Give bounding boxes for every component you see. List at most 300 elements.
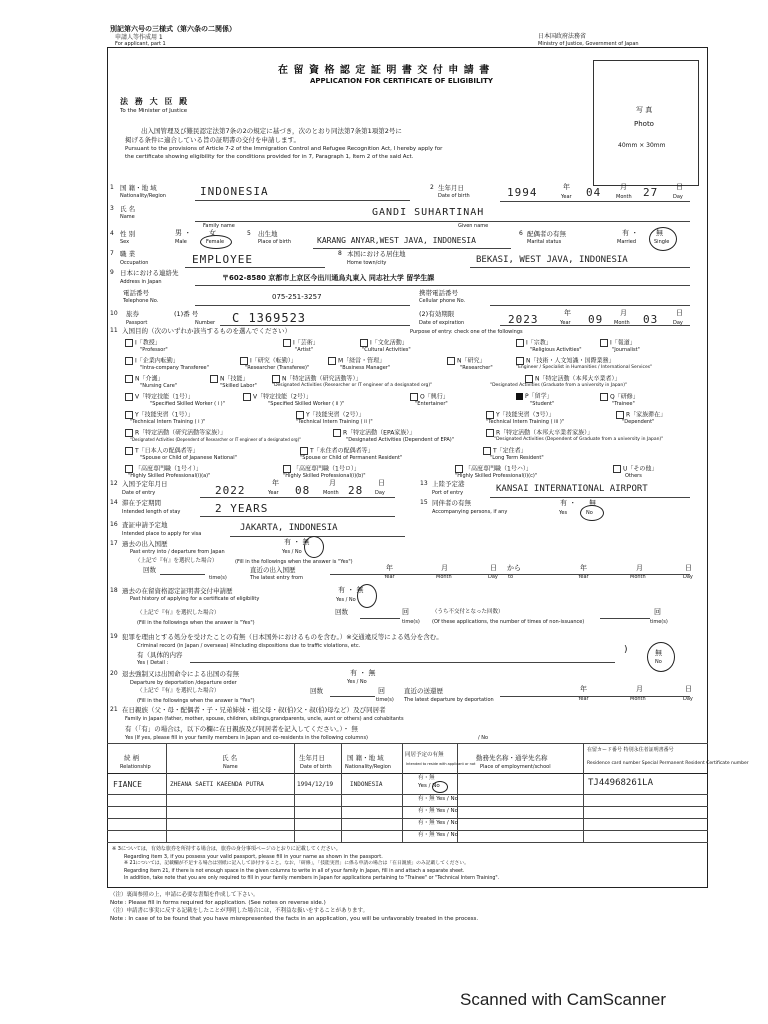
family-reside-cell[interactable]: Yes / No <box>418 783 440 789</box>
q20-sub-jp: （上記で『有』を選択した場合） <box>137 688 220 694</box>
col-reside-en: Intended to reside with applicant or not <box>406 762 476 766</box>
family-reside-cell[interactable]: 有・無 Yes / No <box>418 820 458 826</box>
coe-history-yesno-en: Yes / No <box>336 597 356 603</box>
q17-year2-en: Year <box>578 574 589 580</box>
q17-times-en: time(s) <box>209 575 227 581</box>
purpose-option[interactable]: Ⅰ「報道」 <box>600 339 636 347</box>
purpose-option-en: "Artist" <box>295 347 313 353</box>
q9-num: 9 <box>110 269 114 276</box>
purpose-option-en: "Highly Skilled Professional(i)(c)" <box>455 473 538 479</box>
q17-day2-en: Day <box>683 574 693 580</box>
sex-male-en: Male <box>175 239 187 245</box>
part-label-en: For applicant, part 1 <box>115 41 166 47</box>
purpose-option-en: "Highly Skilled Professional(i)(b)" <box>283 473 366 479</box>
footnote-en-3: In addition, take note that you are only required to fill in your family members in Japan for applications pertaining to "Trainee" or "Technical Intern Training". <box>124 876 500 881</box>
photo-box <box>593 60 699 186</box>
q18-times-en: time(s) <box>402 619 420 625</box>
purpose-option[interactable]: Ⅰ「教授」 <box>125 339 161 347</box>
col-relationship-jp: 続 柄 <box>124 754 140 762</box>
q2-num: 2 <box>430 184 434 191</box>
purpose-option[interactable]: R「家族滞在」 <box>616 411 666 419</box>
q2-day-en: Day <box>673 194 683 200</box>
deportation-yesno-en: Yes / No <box>347 679 367 685</box>
q5-label-jp: 出生地 <box>258 230 278 238</box>
note-1-jp: （注）裏面参照の上，申請に必要な書類を作成して下さい。 <box>110 892 259 898</box>
q5-num: 5 <box>247 230 251 237</box>
purpose-option-en: "Business Manager" <box>340 365 391 371</box>
q17-to-en: to <box>508 574 514 580</box>
col-name-en: Name <box>223 764 238 770</box>
passport-exp-year-field[interactable]: 2023 <box>508 313 539 326</box>
footnote-en-1: Regarding item 3, if you possess your valid passport, please fill in your name as shown in the passport. <box>124 854 383 860</box>
purpose-option[interactable]: T「定住者」 <box>483 447 527 455</box>
port-of-entry-field[interactable]: KANSAI INTERNATIONAL AIRPORT <box>496 484 648 494</box>
q11-label-en: Purpose of entry: check one of the followings <box>410 329 523 335</box>
col-card-jp: 在留カード番号 特別永住者証明書番号 <box>587 747 674 753</box>
q17-month-en: Month <box>436 574 452 580</box>
purpose-option-en: "Trainee" <box>612 401 635 407</box>
family-relation-cell[interactable]: FIANCE <box>113 780 142 789</box>
purpose-option[interactable]: T「永住者の配偶者等」 <box>300 447 374 455</box>
col-work-jp: 勤務先名称・通学先名称 <box>476 754 548 762</box>
q18-nonissue-jp: （うち不交付となった回数） <box>432 609 504 615</box>
entry-month-jp: 月 <box>329 479 336 487</box>
length-of-stay-field[interactable]: 2 YEARS <box>215 502 269 515</box>
purpose-option[interactable]: N「技術・人文知識・国際業務」 <box>516 357 615 365</box>
purpose-option[interactable]: N「技能」 <box>210 375 249 383</box>
exp-day-en: Day <box>673 320 683 326</box>
family-reside-cell[interactable]: 有・無 Yes / No <box>418 808 458 814</box>
q18-nonissue-unit: 回 <box>654 608 661 616</box>
col-relationship-en: Relationship <box>120 764 151 770</box>
q14-label-en: Intended length of stay <box>122 509 181 515</box>
family-reside-jp: 有・無 <box>418 775 435 781</box>
purpose-option-en: "Journalist" <box>612 347 640 353</box>
purpose-option[interactable]: Ⅰ「宗教」 <box>516 339 552 347</box>
q17-times-jp: 回数 <box>143 566 156 574</box>
q7-label-en: Occupation <box>120 260 149 266</box>
purpose-option[interactable]: R「特定活動（EPA家族）」 <box>333 429 415 437</box>
birth-day-field[interactable]: 27 <box>643 186 659 199</box>
q20-times-en: time(s) <box>376 697 394 703</box>
purpose-option[interactable]: V「特定技能（2号）」 <box>243 393 312 401</box>
entry-history-no-circle <box>304 536 324 558</box>
purpose-option-en: "Technical Intern Training ( iii )" <box>486 419 565 425</box>
single-selection-circle <box>649 227 677 251</box>
sex-male-option[interactable]: 男 ・ <box>175 229 192 237</box>
q17-month-jp: 月 <box>441 564 448 572</box>
purpose-option-en: "Skilled Labor" <box>220 383 257 389</box>
purpose-option[interactable]: Ⅰ「企業内転勤」 <box>125 357 179 365</box>
note-2-jp: （注）申請書に事実に反する記載をしたことが判明した場合には，不利益な扱いをすることがあります。 <box>110 908 369 914</box>
purpose-option[interactable]: R「特定活動（本邦大卒業者家族）」 <box>486 429 593 437</box>
q20-times-jp: 回数 <box>310 687 323 695</box>
govt-jp: 日本国政府法務省 <box>538 33 587 40</box>
hometown-field[interactable]: BEKASI, WEST JAVA, INDONESIA <box>476 255 628 265</box>
purpose-option[interactable]: Ⅰ「芸術」 <box>283 339 319 347</box>
q13-label-jp: 上陸予定港 <box>432 480 465 488</box>
family-name-label: Family name <box>203 223 235 229</box>
purpose-option-en: "Specified Skilled Worker ( ii )" <box>268 401 345 407</box>
purpose-option-en: "Designated Activities (Graduate from a university in Japan)" <box>490 383 628 388</box>
q20-label-jp: 退去強制又は出国命令による出国の有無 <box>122 670 239 678</box>
exp-month-jp: 月 <box>620 309 627 317</box>
birthplace-field[interactable]: KARANG ANYAR,WEST JAVA, INDONESIA <box>317 236 476 245</box>
q19-num: 19 <box>110 633 118 640</box>
passport-exp-day-field[interactable]: 03 <box>643 313 659 326</box>
purpose-option[interactable]: Y「技能実習（2号）」 <box>296 411 364 419</box>
companion-no-option[interactable]: 無 <box>589 499 596 507</box>
tel-label-jp: 電話番号 <box>123 289 149 297</box>
purpose-option[interactable]: V「特定技能（1号）」 <box>125 393 194 401</box>
purpose-option-en: "Entertainer" <box>415 401 448 407</box>
addressee-en: To the Minister of Justice <box>120 108 188 114</box>
q17-label-jp: 過去の出入国歴 <box>122 540 168 548</box>
col-card-en: Residence card number Special Permanent Resident Certificate number <box>587 761 749 766</box>
footnote-en-2: Regarding item 21, if there is not enough space in the given columns to write in all of your family in Japan, fill in and attach a separate sheet. <box>124 869 465 874</box>
telephone-field[interactable]: 075-251-3257 <box>272 293 322 301</box>
q21-note-jp: 有（「有」の場合は，以下の欄に在日親族及び同居者を記入してください。）・ 無 <box>125 725 358 733</box>
q8-num: 8 <box>338 250 342 257</box>
purpose-option-en: "Student" <box>530 401 555 407</box>
q17-sub-jp: （上記で『有』を選択した場合） <box>135 558 218 564</box>
q20-day-jp: 日 <box>685 685 692 693</box>
q18-num: 18 <box>110 587 118 594</box>
photo-label-en: Photo <box>634 120 654 128</box>
q3-label-en: Name <box>120 214 135 220</box>
q18-label-jp: 過去の在留資格認定証明書交付申請歴 <box>122 587 233 595</box>
q20-month-jp: 月 <box>636 685 643 693</box>
cell-label-en: Cellular phone No. <box>419 298 466 304</box>
q17-latest-jp: 直近の出入国歴 <box>250 566 296 574</box>
purpose-option-en: "Designated Activities (Dependent of Researcher or IT engineer of a designated org)" <box>130 437 301 442</box>
reside-no-circle <box>432 781 448 793</box>
q17-year-en: Year <box>384 574 395 580</box>
q17-day-jp: 日 <box>490 564 497 572</box>
q18-times-unit: 回 <box>402 608 409 616</box>
q20-day-en: Day <box>683 696 693 702</box>
entry-day-jp: 日 <box>378 479 385 487</box>
visa-place-field[interactable]: JAKARTA, INDONESIA <box>240 523 338 533</box>
part-label-jp: 申請人等作成用 1 <box>115 34 163 41</box>
q20-num: 20 <box>110 670 118 677</box>
q17-year-jp: 年 <box>386 564 393 572</box>
q19-yes-jp[interactable]: 有（具体的内容 <box>137 651 183 659</box>
q2-month-jp: 月 <box>620 183 627 191</box>
q5-label-en: Place of birth <box>258 239 292 245</box>
entry-day-field[interactable]: 28 <box>348 484 364 497</box>
companion-yes-option[interactable]: 有 ・ <box>560 499 577 507</box>
criminal-no-en: No <box>655 659 662 665</box>
q20-latest-jp: 直近の送還歴 <box>404 687 443 695</box>
form-number: 別記第六号の三様式（第六条の二関係） <box>110 25 236 33</box>
purpose-option[interactable]: Ⅰ「文化活動」 <box>360 339 408 347</box>
q1-num: 1 <box>110 184 114 191</box>
q17-sub-en: (Fill in the followings when the answer is "Yes") <box>235 559 353 565</box>
family-reside-cell[interactable]: 有・無 Yes / No <box>418 832 458 838</box>
q1-label-jp: 国 籍・地 域 <box>120 184 157 192</box>
q9-label-en: Address in Japan <box>120 279 162 285</box>
col-work-en: Place of employment/school <box>480 764 551 770</box>
birth-month-field[interactable]: 04 <box>586 186 602 199</box>
coe-history-yesno[interactable]: 有 ・ 無 <box>338 586 364 594</box>
camscanner-watermark: Scanned with CamScanner <box>460 990 667 1009</box>
q2-month-en: Month <box>616 194 632 200</box>
q2-day-jp: 日 <box>676 183 683 191</box>
name-field[interactable]: GANDI SUHARTINAH <box>372 207 485 218</box>
q20-label-en: Departure by deportation /departure order <box>130 680 237 686</box>
sex-female-en: Female <box>206 239 225 245</box>
govt-en: Ministry of Justice, Government of Japan <box>538 41 639 47</box>
q7-label-jp: 職 業 <box>120 250 136 258</box>
passport-exp-label-en: Date of expiration <box>419 320 465 326</box>
passport-no-label-en: Number <box>195 320 216 326</box>
q11-label-jp: 入国目的（次のいずれか該当するものを選んでください） <box>122 327 291 335</box>
purpose-option[interactable]: N「特定活動（本邦大卒業者）」 <box>525 375 621 383</box>
companion-no-en: No <box>586 510 593 516</box>
purpose-option-en: "Professor" <box>140 347 168 353</box>
purpose-option[interactable]: 「高度専門職（1号ロ）」 <box>283 465 360 473</box>
intro-jp-1: 出入国管理及び難民認定法第7条の2の規定に基づき，次のとおり同法第7条第1項第2号に <box>141 127 402 135</box>
companion-yes-en: Yes <box>559 510 568 516</box>
family-card-cell[interactable]: TJ44968261LA <box>588 778 654 788</box>
footnote-jp-1: ※ 3については，有効な旅券を所持する場合は，旅券の身分事項ページのとおりに記載してください。 <box>112 846 341 852</box>
passport-number-field[interactable]: C 1369523 <box>232 311 307 325</box>
purpose-option[interactable]: R「特定活動（研究活動等家族）」 <box>125 429 226 437</box>
q3-num: 3 <box>110 205 114 212</box>
family-name-cell[interactable]: ZHEANA SAETI KAEENDA PUTRA <box>170 781 264 788</box>
q17-month2-jp: 月 <box>636 564 643 572</box>
q16-num: 16 <box>110 521 118 528</box>
q20-year-en: Year <box>578 696 589 702</box>
q10-num: 10 <box>110 310 118 317</box>
q14-num: 14 <box>110 499 118 506</box>
single-option[interactable]: 無 <box>656 229 663 237</box>
purpose-option-en: "Dependent" <box>622 419 655 425</box>
q17-year2-jp: 年 <box>580 564 587 572</box>
purpose-option-en: Others <box>625 473 642 479</box>
q3-label-jp: 氏 名 <box>120 205 136 213</box>
passport-exp-month-field[interactable]: 09 <box>588 313 604 326</box>
purpose-option-en: "Technical Intern Training ( ii )" <box>296 419 373 425</box>
q21-num: 21 <box>110 706 118 713</box>
q21-label-en: Family in Japan (father, mother, spouse, children, siblings,grandparents, uncle, aunt or others) and cohabitants <box>125 716 404 722</box>
q15-label-en: Accompanying persons, if any <box>432 509 508 515</box>
q17-label-en: Past entry into / departure from Japan <box>130 549 225 555</box>
entry-month-en: Month <box>323 490 339 496</box>
exp-year-en: Year <box>560 320 571 326</box>
q18-sub-en: (Fill in the followings when the answer is "Yes") <box>137 620 255 626</box>
col-reside-jp: 同居予定の有無 <box>405 752 444 758</box>
q12-num: 12 <box>110 480 118 487</box>
purpose-option[interactable]: Y「技能実習（1号）」 <box>125 411 193 419</box>
q14-label-jp: 滞在予定期間 <box>122 499 161 507</box>
q6-label-jp: 配偶者の有無 <box>527 230 566 238</box>
q8-label-en: Home town/city <box>347 260 387 266</box>
q15-label-jp: 同伴者の有無 <box>432 499 471 507</box>
q17-day2-jp: 日 <box>685 564 692 572</box>
purpose-option[interactable]: M「経営・管理」 <box>328 357 385 365</box>
entry-month-field[interactable]: 08 <box>295 484 311 497</box>
criminal-no-option[interactable]: 無 <box>655 649 662 657</box>
q1-label-en: Nationality/Region <box>120 193 166 199</box>
q4-label-jp: 性 別 <box>120 230 136 238</box>
q18-nonissue-times-en: time(s) <box>650 619 668 625</box>
purpose-option[interactable]: O「興行」 <box>410 393 449 401</box>
q2-year-en: Year <box>561 194 572 200</box>
title-jp: 在 留 資 格 認 定 証 明 書 交 付 申 請 書 <box>278 65 491 76</box>
entry-year-en: Year <box>268 490 279 496</box>
sex-female-option[interactable]: 女 <box>209 229 216 237</box>
family-nationality-cell[interactable]: INDONESIA <box>350 781 383 788</box>
purpose-option[interactable]: N「研究」 <box>447 357 486 365</box>
q16-label-en: Intended place to apply for visa <box>122 531 202 537</box>
q20-sub-en: (Fill in the followings when the answer is "Yes") <box>137 698 255 704</box>
passport-no-label: (1)番 号 <box>174 310 199 318</box>
coe-history-no-circle <box>357 584 377 608</box>
q2-label-en: Date of birth <box>438 193 470 199</box>
photo-label-jp: 写 真 <box>636 106 653 114</box>
intro-en-1: Pursuant to the provisions of Article 7-2 of the Immigration Control and Refugee Recognition Act, I hereby apply for <box>125 146 443 152</box>
deportation-yesno[interactable]: 有 ・ 無 <box>350 669 376 677</box>
purpose-option-en: "Spouse or Child of Permanent Resident" <box>300 455 403 461</box>
purpose-option-en: "Specified Skilled Worker ( i )" <box>150 401 225 407</box>
purpose-option[interactable]: Y「技能実習（3号）」 <box>486 411 554 419</box>
q18-times-jp: 回数 <box>335 608 348 616</box>
exp-month-en: Month <box>614 320 630 326</box>
q18-nonissue-en: (Of these applications, the number of times of non-issuance) <box>432 619 585 625</box>
family-reside-cell[interactable]: 有・無 Yes / No <box>418 796 458 802</box>
purpose-option-en: "Researcher (Transferee)" <box>245 365 310 371</box>
married-option[interactable]: 有 ・ <box>622 229 639 237</box>
q17-to-jp: から <box>507 564 521 572</box>
female-selection-circle <box>200 235 232 249</box>
q20-times-unit: 回 <box>378 687 385 695</box>
family-dob-cell[interactable]: 1994/12/19 <box>297 781 334 788</box>
q20-year-jp: 年 <box>580 685 587 693</box>
entry-history-yesno[interactable]: 有 ・ 無 <box>284 538 310 546</box>
q17-num: 17 <box>110 540 118 547</box>
q21-no-en: / No <box>478 735 489 741</box>
col-name-jp: 氏 名 <box>222 754 238 762</box>
purpose-option-student-selected[interactable]: P「留学」 <box>516 393 553 400</box>
purpose-option[interactable]: N「特定活動（研究活動等）」 <box>272 375 362 383</box>
title-en: APPLICATION FOR CERTIFICATE OF ELIGIBILITY <box>310 77 493 85</box>
passport-exp-label: (2)有効期限 <box>419 310 455 318</box>
purpose-option[interactable]: 「高度専門職（1号ハ）」 <box>455 465 532 473</box>
q20-month-en: Month <box>630 696 646 702</box>
footnote-jp-2: ※ 21については，記載欄が不足する場合は別紙に記入して添付すること。なお，「研修」，「技能実習」に係る申請の場合は「在日親族」のみ記載してください。 <box>124 861 469 866</box>
exp-day-jp: 日 <box>676 309 683 317</box>
q18-label-en: Past history of applying for a certificate of eligibility <box>130 596 260 602</box>
purpose-option-en: "Designated Activities (Dependent of EPA)" <box>346 437 455 443</box>
married-en: Married <box>617 239 637 245</box>
purpose-option[interactable]: Ⅰ「研究（転勤）」 <box>240 357 297 365</box>
q18-sub-jp: （上記で『有』を選択した場合） <box>137 610 220 616</box>
purpose-option-en: "Spouse or Child of Japanese National" <box>140 455 237 461</box>
col-nationality-jp: 国 籍・地 域 <box>347 754 384 762</box>
entry-history-yesno-en: Yes / No <box>282 549 302 555</box>
criminal-no-circle <box>647 642 675 672</box>
purpose-option-en: "Technical Intern Training ( i )" <box>130 419 206 425</box>
q10-label-jp: 旅券 <box>126 310 139 318</box>
nationality-field[interactable]: INDONESIA <box>200 185 269 198</box>
q21-label-jp: 在日親族（父・母・配偶者・子・兄弟姉妹・祖父母・叔(伯)父・叔(伯)母など）及び同居者 <box>122 706 386 714</box>
purpose-option-en: "Designated Activities (Dependent of Graduate from a university in Japan)" <box>494 437 664 442</box>
given-name-label: Given name <box>458 223 489 229</box>
purpose-option-en: "Long Term Resident" <box>490 455 544 461</box>
q19-label-en: Criminal record (in Japan / overseas) ※Including dispositions due to traffic violations, etc. <box>137 643 361 649</box>
photo-size: 40mm × 30mm <box>618 142 666 149</box>
q4-num: 4 <box>110 230 114 237</box>
purpose-option[interactable]: N「介護」 <box>125 375 164 383</box>
birth-year-field[interactable]: 1994 <box>507 186 538 199</box>
purpose-option[interactable]: U「その他」 <box>613 465 657 473</box>
q4-label-en: Sex <box>120 239 130 245</box>
q11-num: 11 <box>110 327 118 334</box>
note-2-en: Note : In case of to be found that you have misrepresented the facts in an application, you will be unfavorably treated in the process. <box>110 916 479 922</box>
purpose-option-en: "Nursing Care" <box>140 383 178 389</box>
q2-label-jp: 生年月日 <box>438 184 464 192</box>
q12-label-en: Date of entry <box>122 490 156 496</box>
exp-year-jp: 年 <box>564 309 571 317</box>
tel-label-en: Telephone No. <box>123 298 159 304</box>
purpose-option-en: "Engineer / Specialist in Humanities / International Services" <box>516 365 653 370</box>
q15-num: 15 <box>420 499 428 506</box>
entry-year-field[interactable]: 2022 <box>215 484 246 497</box>
purpose-option[interactable]: Q「研修」 <box>600 393 639 401</box>
q9-label-jp: 日本における連絡先 <box>120 269 179 277</box>
purpose-option-en: "Designated Activities (Researcher or IT engineer of a designated org)" <box>272 383 433 388</box>
purpose-option-en: "Highly Skilled Professional(i)(a)" <box>128 473 211 479</box>
q17-month2-en: Month <box>630 574 646 580</box>
purpose-option-en: "Cultural Activities" <box>362 347 411 353</box>
companion-no-circle <box>580 505 604 521</box>
entry-day-en: Day <box>375 490 385 496</box>
single-en: Single <box>654 239 670 245</box>
q2-year-jp: 年 <box>563 183 570 191</box>
q16-label-jp: 査証申請予定地 <box>122 521 168 529</box>
q20-latest-en: The latest departure by deportation <box>404 697 494 703</box>
q7-num: 7 <box>110 250 114 257</box>
q6-label-en: Marital status <box>527 239 562 245</box>
entry-year-jp: 年 <box>272 479 279 487</box>
japan-address-field[interactable]: 〒602-8580 京都市上京区今出川通烏丸東入 同志社大学 留学生課 <box>222 274 435 282</box>
q6-num: 6 <box>519 230 523 237</box>
q19-close-paren: ) <box>624 645 628 655</box>
q13-label-en: Port of entry <box>432 490 464 496</box>
addressee-jp: 法 務 大 臣 殿 <box>120 97 190 106</box>
q19-label-jp: 犯罪を理由とする処分を受けたことの有無（日本国外におけるものを含む。）※交通違反等による処分を含む。 <box>122 633 443 641</box>
q17-latest-en: The latest entry from <box>250 575 303 581</box>
q17-day-en: Day <box>488 574 498 580</box>
cell-label-jp: 携帯電話番号 <box>419 289 458 297</box>
purpose-option-en: "Religious Activities" <box>530 347 582 353</box>
purpose-option[interactable]: 「高度専門職（1号イ）」 <box>125 465 202 473</box>
q10-label-en: Passport <box>126 320 148 326</box>
q21-note-en: Yes (If yes, please fill in your family members in Japan and co-residents in the following columns) <box>125 735 369 741</box>
col-nationality-en: Nationality/Region <box>345 764 391 770</box>
occupation-field[interactable]: EMPLOYEE <box>192 253 253 266</box>
col-dob-jp: 生年月日 <box>299 754 325 762</box>
purpose-option[interactable]: T「日本人の配偶者等」 <box>125 447 199 455</box>
q13-num: 13 <box>420 480 428 487</box>
intro-en-2: the certificate showing eligibility for the conditions provided for in 7, Paragraph 1, Item 2 of the said Act. <box>125 154 414 160</box>
q12-label-jp: 入国予定年月日 <box>122 480 168 488</box>
q8-label-jp: 本国における居住地 <box>347 250 406 258</box>
note-1-en: Note : Please fill in forms required for application. (See notes on reverse side.) <box>110 900 326 906</box>
purpose-option-en: "Intra-company Transferee" <box>140 365 209 371</box>
